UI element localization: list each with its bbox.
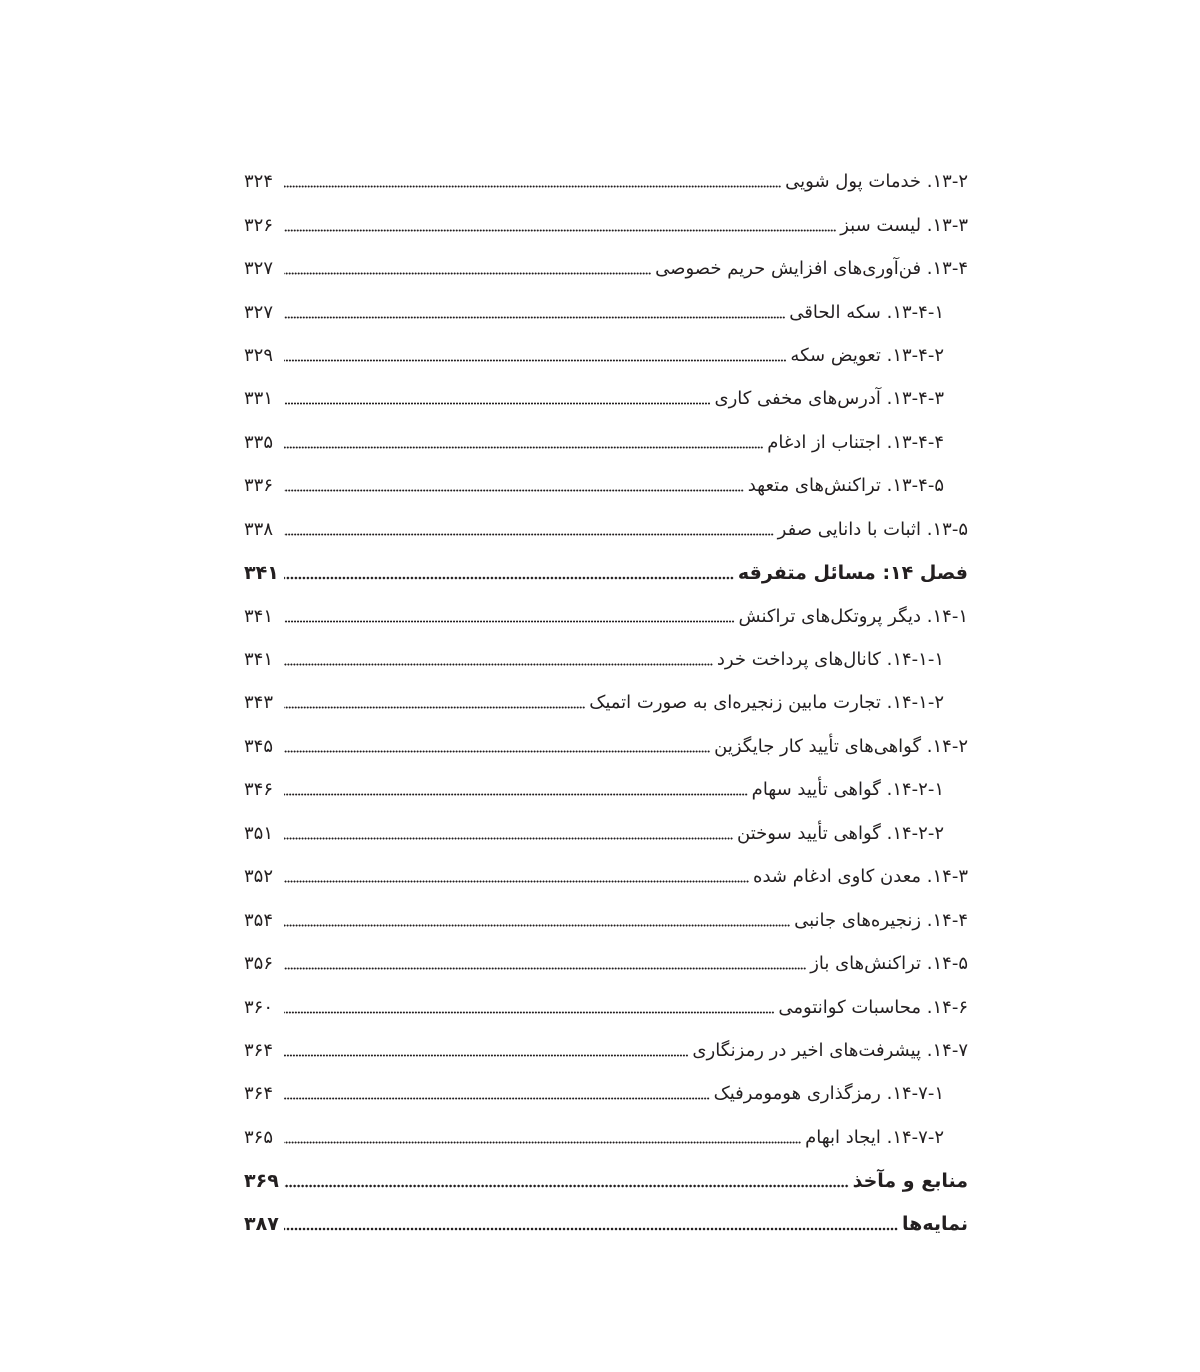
toc-entry-page-number: ۳۴۵ (244, 735, 274, 757)
toc-entry (244, 898, 968, 941)
dot-leader (284, 397, 710, 411)
dot-leader (284, 1048, 688, 1062)
dot-leader (284, 614, 735, 628)
toc-entry-title: ۱۳-۳. لیست سبز (840, 214, 968, 236)
toc-entry (244, 377, 968, 420)
toc-entry (244, 768, 968, 811)
dot-leader (284, 527, 774, 541)
toc-entry (244, 942, 968, 985)
dot-leader (284, 267, 651, 281)
toc-entry (244, 855, 968, 898)
toc-entry-page-number: ۳۶۵ (244, 1126, 274, 1148)
toc-entry-page-number: ۳۲۴ (244, 171, 274, 193)
toc-entry (244, 638, 968, 681)
dot-leader (284, 875, 749, 889)
toc-entry-title: ۱۳-۴-۲. تعویض سکه (790, 344, 944, 366)
toc-entry-title: ۱۳-۵. اثبات با دانایی صفر (777, 518, 968, 540)
table-of-contents (244, 160, 968, 1246)
dot-leader (284, 788, 748, 802)
dot-leader (284, 353, 786, 367)
toc-entry (244, 681, 968, 724)
toc-entry-page-number: ۳۲۷ (244, 301, 274, 323)
toc-entry-title: ۱۴-۱-۱. کانال‌های پرداخت خرد (716, 649, 944, 671)
toc-entry-title: ۱۳-۴-۵. تراکنش‌های متعهد (747, 475, 944, 497)
dot-leader (284, 484, 744, 498)
toc-entry-title: ۱۴-۱-۲. تجارت مابین زنجیره‌ای به صورت اتمیک (589, 692, 944, 714)
toc-entry-title: ۱۴-۴. زنجیره‌های جانبی (794, 909, 968, 931)
toc-entry-title: ۱۳-۴-۳. آدرس‌های مخفی کاری (714, 388, 944, 410)
toc-entry-page-number: ۳۶۰ (244, 996, 274, 1018)
toc-entry-title: ۱۳-۴-۴. اجتناب از ادغام (767, 431, 944, 453)
toc-entry-page-number: ۳۳۵ (244, 431, 274, 453)
toc-entry-title: ۱۳-۲. خدمات پول شویی (785, 171, 968, 193)
toc-entry-title: ۱۴-۷-۱. رمزگذاری هومومرفیک (713, 1083, 944, 1105)
dot-leader (284, 658, 713, 672)
dot-leader (284, 1179, 849, 1193)
dot-leader (284, 1222, 898, 1236)
toc-entry-page-number: ۳۴۱ (244, 605, 274, 627)
toc-entry-page-number: ۳۶۹ (244, 1169, 279, 1192)
toc-entry-page-number: ۳۸۷ (244, 1213, 279, 1236)
toc-entry-page-number: ۳۴۶ (244, 779, 274, 801)
toc-entry (244, 421, 968, 464)
toc-entry-title: ۱۴-۱. دیگر پروتکل‌های تراکنش (738, 605, 968, 627)
toc-entry (244, 334, 968, 377)
toc-chapter-entry (244, 551, 968, 594)
dot-leader (284, 310, 785, 324)
dot-leader (284, 744, 710, 758)
toc-entry-page-number: ۳۴۱ (244, 649, 274, 671)
dot-leader (284, 1135, 801, 1149)
dot-leader (284, 440, 763, 454)
toc-entry-title: ۱۴-۲-۱. گواهی تأیید سهام (751, 779, 944, 801)
toc-entry (244, 247, 968, 290)
dot-leader (284, 571, 734, 585)
toc-entry-page-number: ۳۲۹ (244, 344, 274, 366)
toc-entry-title: ۱۴-۲-۲. گواهی تأیید سوختن (737, 822, 944, 844)
toc-entry (244, 1029, 968, 1072)
toc-entry (244, 725, 968, 768)
toc-entry-page-number: ۳۵۱ (244, 822, 274, 844)
toc-entry-page-number: ۳۴۳ (244, 692, 274, 714)
toc-entry (244, 812, 968, 855)
toc-entry (244, 203, 968, 246)
toc-entry-title: ۱۴-۶. محاسبات کوانتومی (778, 996, 968, 1018)
toc-entry (244, 594, 968, 637)
toc-entry-title: ۱۴-۲. گواهی‌های تأیید کار جایگزین (714, 735, 968, 757)
toc-entry (244, 508, 968, 551)
toc-chapter-entry (244, 1159, 968, 1202)
dot-leader (284, 831, 733, 845)
toc-entry (244, 464, 968, 507)
dot-leader (284, 180, 781, 194)
dot-leader (284, 918, 790, 932)
toc-entry-title: ۱۴-۷. پیشرفت‌های اخیر در رمزنگاری (692, 1039, 968, 1061)
toc-entry-page-number: ۳۲۶ (244, 214, 274, 236)
toc-entry-title: ۱۴-۷-۲. ایجاد ابهام (805, 1126, 944, 1148)
toc-entry-title: فصل ۱۴: مسائل متفرقه (737, 561, 968, 584)
toc-entry-title: ۱۴-۳. معدن کاوی ادغام شده (753, 866, 968, 888)
toc-entry-page-number: ۳۶۴ (244, 1039, 274, 1061)
dot-leader (284, 223, 836, 237)
toc-entry-page-number: ۳۵۴ (244, 909, 274, 931)
dot-leader (284, 962, 806, 976)
toc-entry-page-number: ۳۳۸ (244, 518, 274, 540)
toc-entry-title: منابع و مآخذ (852, 1169, 968, 1192)
toc-entry-title: نمایه‌ها (902, 1213, 968, 1236)
toc-entry-page-number: ۳۶۴ (244, 1083, 274, 1105)
toc-entry (244, 1072, 968, 1115)
toc-entry-title: ۱۳-۴. فن‌آوری‌های افزایش حریم خصوصی (655, 258, 968, 280)
toc-entry-page-number: ۳۲۷ (244, 258, 274, 280)
dot-leader (284, 701, 585, 715)
toc-chapter-entry (244, 1203, 968, 1246)
toc-entry-title: ۱۳-۴-۱. سکه الحاقی (789, 301, 944, 323)
dot-leader (284, 1092, 710, 1106)
dot-leader (284, 1005, 774, 1019)
toc-entry (244, 985, 968, 1028)
toc-entry (244, 160, 968, 203)
toc-entry-page-number: ۳۵۶ (244, 953, 274, 975)
toc-entry-title: ۱۴-۵. تراکنش‌های باز (810, 953, 968, 975)
toc-entry (244, 1116, 968, 1159)
toc-entry-page-number: ۳۴۱ (244, 561, 279, 584)
toc-entry-page-number: ۳۳۶ (244, 475, 274, 497)
toc-entry-page-number: ۳۵۲ (244, 866, 274, 888)
toc-entry (244, 290, 968, 333)
toc-entry-page-number: ۳۳۱ (244, 388, 274, 410)
